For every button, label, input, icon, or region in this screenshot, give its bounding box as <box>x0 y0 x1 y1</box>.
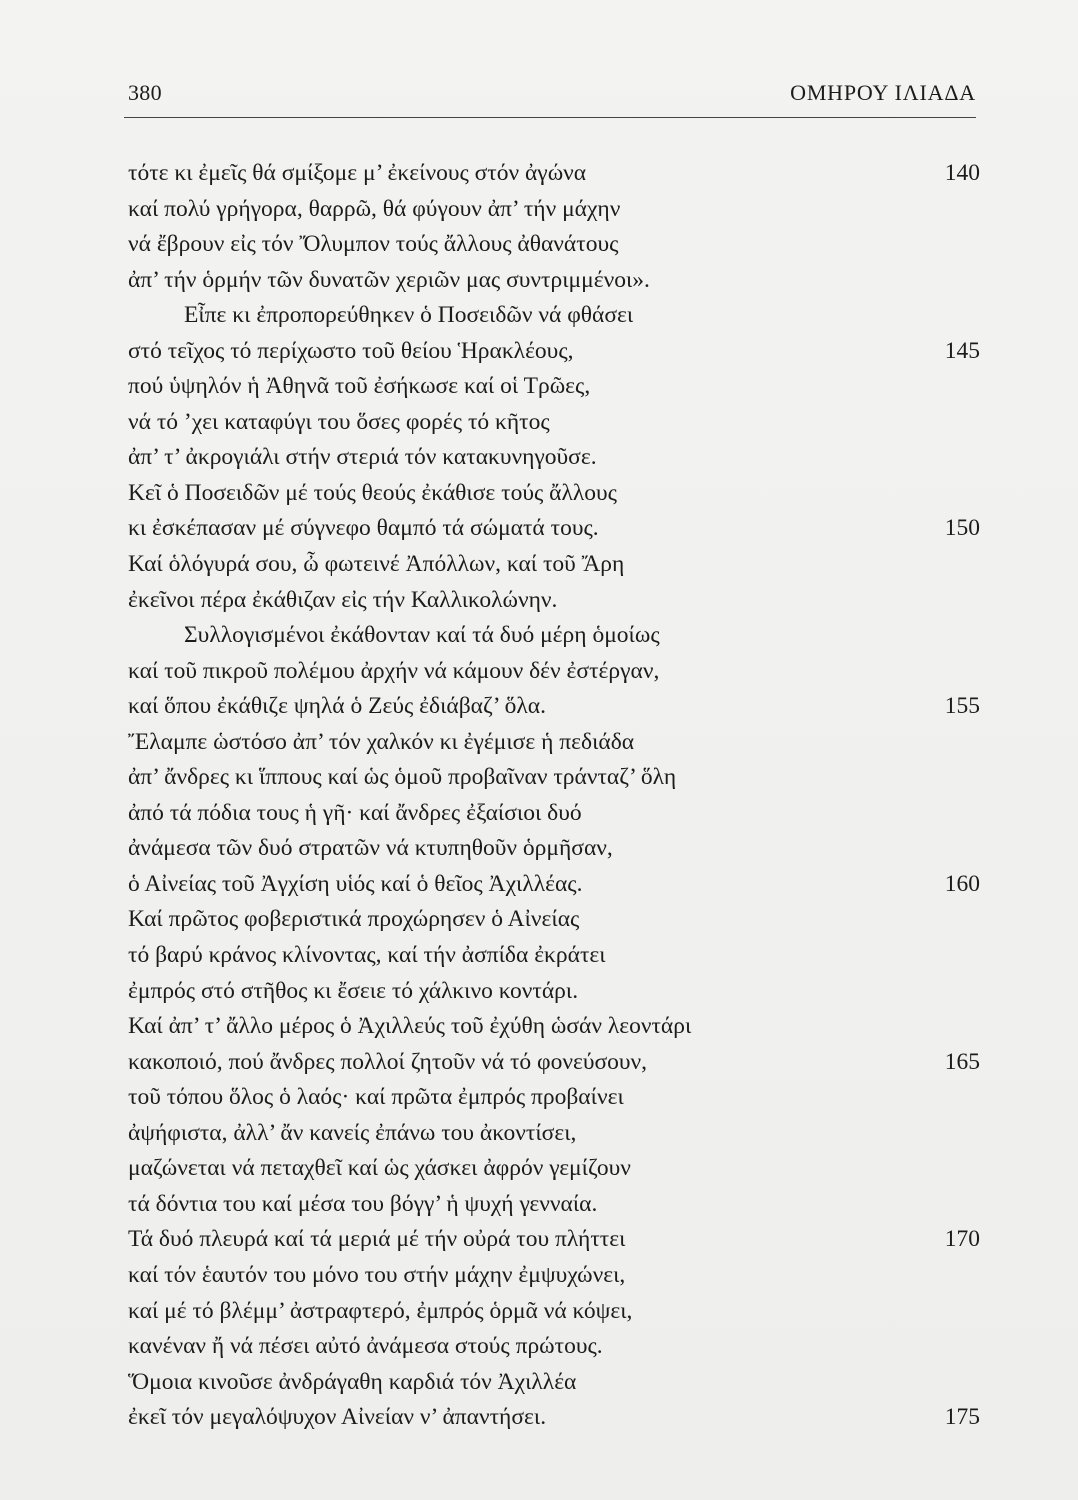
verse-line <box>128 156 980 192</box>
line-number: 145 <box>944 337 980 364</box>
verse-line <box>128 1258 980 1294</box>
verse-list <box>128 156 980 1436</box>
verse-line <box>128 867 980 903</box>
verse-text: καί τοῦ πικροῦ πολέμου ἀρχήν νά κάμουν δέν ἐστέργαν, <box>128 657 660 684</box>
page-number: 380 <box>128 80 162 105</box>
verse-text: τό βαρύ κράνος κλίνοντας, καί τήν ἀσπίδα ἐκράτει <box>128 942 606 969</box>
verse-text: ἀνάμεσα τῶν δυό στρατῶν νά κτυπηθοῦν ὁρμῆσαν, <box>128 835 613 862</box>
verse-text: νά τό ’χει καταφύγι του ὅσες φορές τό κῆτος <box>128 408 550 435</box>
verse-text: καί μέ τό βλέμμ’ ἀστραφτερό, ἐμπρός ὁρμᾶ νά κόψει, <box>128 1297 633 1324</box>
verse-text: ἀπό τά πόδια τους ἡ γῆ· καί ἄνδρες ἐξαίσιοι δυό <box>128 799 582 826</box>
verse-text: καί ὅπου ἐκάθιζε ψηλά ὁ Ζεύς ἐδιάβαζ’ ὅλα. <box>128 693 546 720</box>
verse-line <box>128 511 980 547</box>
verse-text: ἀπ’ τ’ ἀκρογιάλι στήν στεριά τόν κατακυνηγοῦσε. <box>128 444 597 471</box>
verse-line <box>128 974 980 1010</box>
verse-text: ἐκεῖνοι πέρα ἐκάθιζαν εἰς τήν Καλλικολώνην. <box>128 586 558 613</box>
verse-line <box>128 583 980 619</box>
verse-line <box>128 1222 980 1258</box>
verse-line <box>128 725 980 761</box>
verse-line <box>128 831 980 867</box>
verse-text: Καί ὁλόγυρά σου, ὦ φωτεινέ Ἀπόλλων, καί τοῦ Ἄρη <box>128 551 625 578</box>
verse-text: ἀψήφιστα, ἀλλ’ ἄν κανείς ἐπάνω του ἀκοντίσει, <box>128 1119 577 1146</box>
verse-text: στό τεῖχος τό περίχωστο τοῦ θείου Ἡρακλέους, <box>128 337 574 364</box>
verse-text: Εἶπε κι ἐπροπορεύθηκεν ὁ Ποσειδῶν νά φθάσει <box>184 302 634 329</box>
verse-line <box>128 796 980 832</box>
verse-line <box>128 263 980 299</box>
verse-line <box>128 654 980 690</box>
verse-text: Συλλογισμένοι ἐκάθονταν καί τά δυό μέρη ὁμοίως <box>184 622 660 649</box>
verse-text: Ὅμοια κινοῦσε ἀνδράγαθη καρδιά τόν Ἀχιλλέα <box>128 1368 577 1395</box>
verse-text: κακοποιό, πού ἄνδρες πολλοί ζητοῦν νά τό φονεύσουν, <box>128 1048 648 1075</box>
verse-line <box>128 440 980 476</box>
verse-line <box>128 405 980 441</box>
verse-line <box>128 1009 980 1045</box>
verse-text: ἐκεῖ τόν μεγαλόψυχον Αἰνείαν ν’ ἀπαντήσει. <box>128 1404 547 1431</box>
verse-text: καί τόν ἑαυτόν του μόνο του στήν μάχην ἐμψυχώνει, <box>128 1261 626 1288</box>
verse-line <box>128 618 980 654</box>
verse-text: καί πολύ γρήγορα, θαρρῶ, θά φύγουν ἀπ’ τήν μάχην <box>128 195 621 222</box>
verse-line <box>128 476 980 512</box>
verse-line <box>128 760 980 796</box>
verse-line <box>128 227 980 263</box>
verse-text: Κεῖ ὁ Ποσειδῶν μέ τούς θεούς ἐκάθισε τούς ἄλλους <box>128 479 617 506</box>
verse-line <box>128 192 980 228</box>
verse-text: ὁ Αἰνείας τοῦ Ἀγχίση υἱός καί ὁ θεῖος Ἀχιλλέας. <box>128 870 583 897</box>
verse-line <box>128 1045 980 1081</box>
verse-text: κι ἐσκέπασαν μέ σύγνεφο θαμπό τά σώματά τους. <box>128 515 599 542</box>
verse-text: τότε κι ἐμεῖς θά σμίξομε μ’ ἐκείνους στόν ἀγώνα <box>128 160 587 186</box>
verse-text: Ἔλαμπε ὡστόσο ἀπ’ τόν χαλκόν κι ἐγέμισε ἡ πεδιάδα <box>128 728 635 755</box>
verse-line <box>128 334 980 370</box>
verse-text: ἐμπρός στό στῆθος κι ἔσειε τό χάλκινο κοντάρι. <box>128 977 579 1004</box>
line-number: 140 <box>944 160 980 186</box>
verse-text: τοῦ τόπου ὅλος ὁ λαός· καί πρῶτα ἐμπρός προβαίνει <box>128 1084 624 1111</box>
verse-line <box>128 298 980 334</box>
verse-line <box>128 1294 980 1330</box>
verse-line <box>128 689 980 725</box>
verse-text: ἀπ’ τήν ὁρμήν τῶν δυνατῶν χεριῶν μας συντριμμένοι». <box>128 266 650 293</box>
verse-line <box>128 1329 980 1365</box>
verse-line <box>128 938 980 974</box>
line-number: 175 <box>944 1404 980 1431</box>
header-rule <box>124 117 976 118</box>
verse-line <box>128 1080 980 1116</box>
line-number: 165 <box>944 1048 980 1075</box>
line-number: 150 <box>944 515 980 542</box>
verse-text: πού ὑψηλόν ἡ Ἀθηνᾶ τοῦ ἐσήκωσε καί οἱ Τρῶες, <box>128 373 591 400</box>
line-number: 155 <box>944 693 980 720</box>
verse-line <box>128 369 980 405</box>
verse-line <box>128 1187 980 1223</box>
book-title: ΟΜΗΡΟΥ ΙΛΙΑΔΑ <box>790 80 976 105</box>
verse-line <box>128 1116 980 1152</box>
verse-line <box>128 1365 980 1401</box>
verse-text: κανέναν ἤ νά πέσει αὐτό ἀνάμεσα στούς πρώτους. <box>128 1333 603 1360</box>
verse-text: νά ἔβρουν εἰς τόν Ὄλυμπον τούς ἄλλους ἀθανάτους <box>128 231 619 258</box>
verse-line <box>128 902 980 938</box>
verse-text: ἀπ’ ἄνδρες κι ἵππους καί ὡς ὁμοῦ προβαῖναν τράνταζ’ ὅλη <box>128 764 677 791</box>
verse-line <box>128 1151 980 1187</box>
line-number: 170 <box>944 1226 980 1253</box>
verse-text: Καί πρῶτος φοβεριστικά προχώρησεν ὁ Αἰνείας <box>128 906 580 933</box>
running-head <box>128 80 976 114</box>
verse-line <box>128 1400 980 1436</box>
verse-text: τά δόντια του καί μέσα του βόγγ’ ἡ ψυχή γενναία. <box>128 1190 598 1217</box>
line-number: 160 <box>944 870 980 897</box>
verse-line <box>128 547 980 583</box>
verse-text: Καί ἀπ’ τ’ ἄλλο μέρος ὁ Ἀχιλλεύς τοῦ ἐχύθη ὡσάν λεοντάρι <box>128 1013 692 1040</box>
verse-text: Τά δυό πλευρά καί τά μεριά μέ τήν οὐρά του πλήττει <box>128 1226 626 1253</box>
verse-text: μαζώνεται νά πεταχθεῖ καί ὡς χάσκει ἀφρόν γεμίζουν <box>128 1155 631 1182</box>
